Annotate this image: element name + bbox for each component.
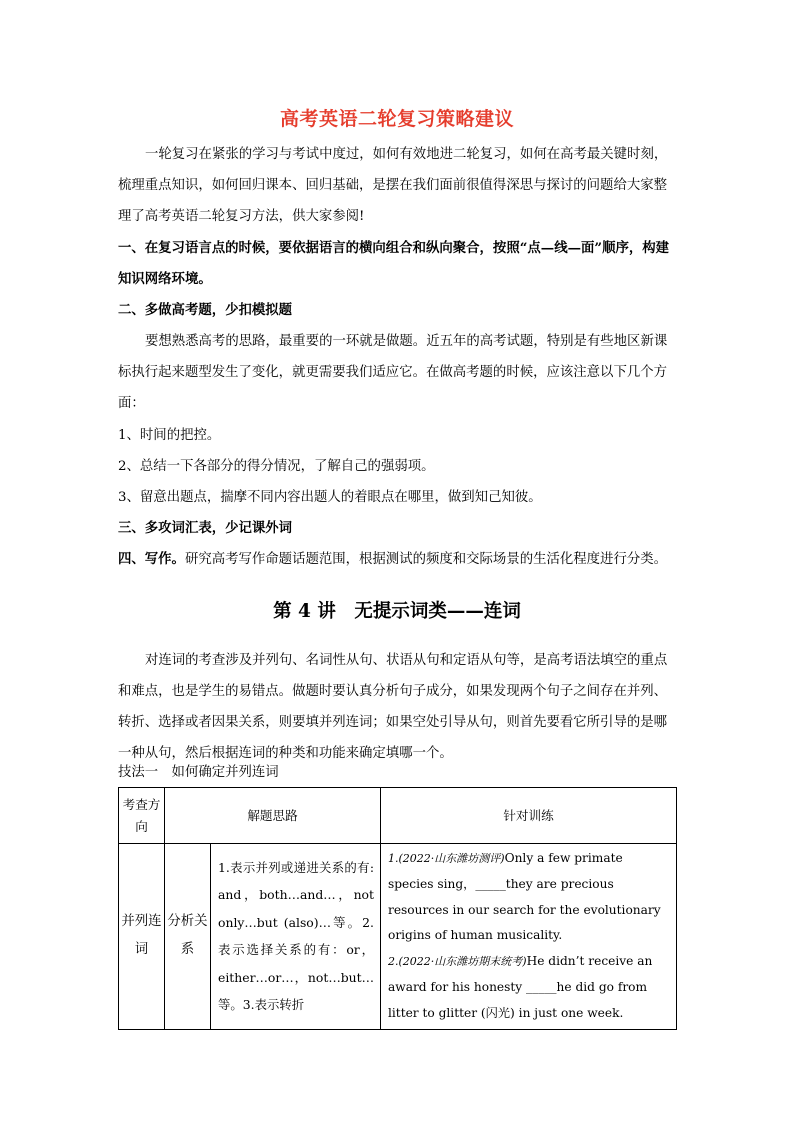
point-two-heading: 二、多做高考题，少扣模拟题: [118, 302, 293, 318]
point-three: 三、多攻词汇表，少记课外词: [118, 520, 293, 536]
document-title: 高考英语二轮复习策略建议: [279, 108, 514, 130]
lecture-title: 第 4 讲 无提示词类——连词: [273, 601, 521, 622]
list-item-3: 3、留意出题点，揣摩不同内容出题人的着眼点在哪里，做到知己知彼。: [118, 490, 542, 505]
training-item-2: 2.(2022·山东潍坊期末统考)He didn’t receive an award for his honesty _____he did go from litter to glitter (闪光) in just one week.: [388, 954, 653, 1020]
point-four: [118, 544, 678, 575]
list-item-1: 1、时间的把控。: [118, 428, 221, 443]
header-direction: 考查方向: [119, 788, 165, 844]
row-notes: 1.表示并列或递进关系的有: and，both…and…，not only…but (also)…等。2.表示选择关系的有：or，either…or…，not…but…等。3.表示转折: [211, 844, 381, 1030]
point-four-label: 四、写作。: [118, 551, 185, 567]
table-row: [119, 844, 677, 1030]
header-training: 针对训练: [381, 788, 677, 844]
lecture-intro: 对连词的考查涉及并列句、名词性从句、状语从句和定语从句等，是高考语法填空的重点和难点，也是学生的易错点。做题时要认真分析句子成分，如果发现两个句子之间存在并列、转折、选择或者因果关系，则要填并列连词；如果空处引导从句，则首先要看它所引导的是哪一种从句，然后根据连词的种类和功能来确定填哪一个。: [118, 653, 668, 761]
intro-paragraph: 一轮复习在紧张的学习与考试中度过，如何有效地进二轮复习，如何在高考最关键时刻，梳理重点知识，如何回归课本、回归基础，是摆在我们面前很值得深思与探讨的问题给大家整理了高考英语二轮复习方法，供大家参阅!: [118, 147, 668, 224]
technique-heading: 技法一 如何确定并列连词: [118, 765, 279, 780]
header-approach: 解题思路: [165, 788, 381, 844]
list-item-2: 2、总结一下各部分的得分情况，了解自己的强弱项。: [118, 459, 435, 474]
table-header-row: [119, 788, 677, 844]
conjunction-table: [118, 787, 677, 1030]
training-item-1: 1.(2022·山东潍坊测评)Only a few primate species sing，_____they are precious resources in our search for the evolutionary origins of human musicality.: [388, 851, 661, 943]
point-one: 一、在复习语言点的时候，要依据语言的横向组合和纵向聚合，按照“点—线—面”顺序，构建知识网络环境。: [118, 240, 670, 287]
point-four-body: 研究高考写作命题话题范围，根据测试的频度和交际场景的生活化程度进行分类。: [184, 552, 668, 567]
point-two-body: 要想熟悉高考的思路，最重要的一环就是做题。近五年的高考试题，特别是有些地区新课标执行起来题型发生了变化，就更需要我们适应它。在做高考题的时候，应该注意以下几个方面：: [118, 334, 668, 411]
row-analysis: 分析关系: [165, 844, 211, 1030]
row-category: 并列连词: [119, 844, 165, 1030]
row-training: [381, 844, 677, 1030]
